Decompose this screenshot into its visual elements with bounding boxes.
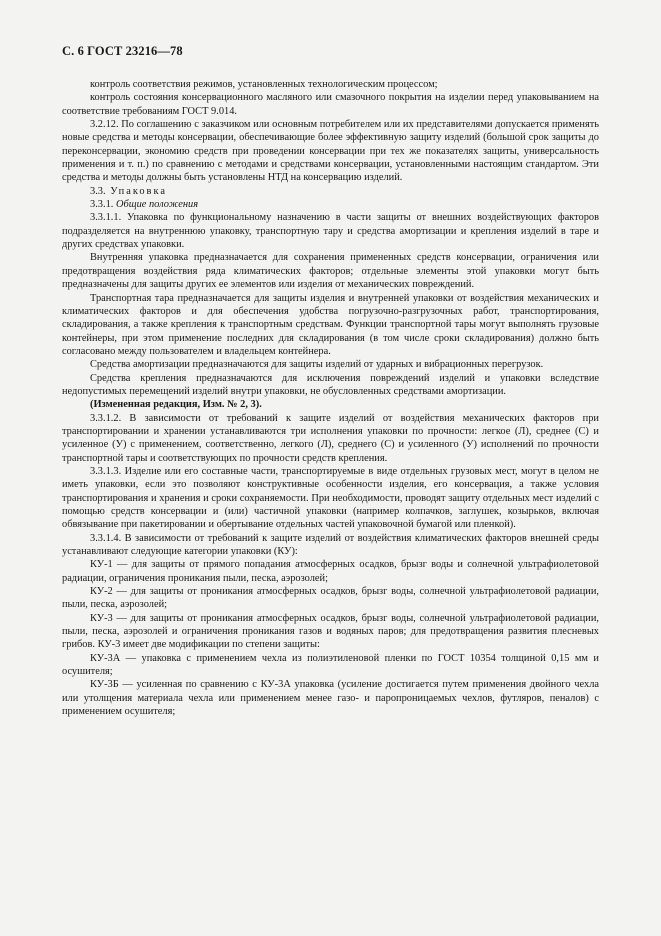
- paragraph: КУ-3Б — усиленная по сравнению с КУ-3А упаковка (усиление достигается путем применения двойного чехла или утолщения материала чехла или применением менее газо- и паропроницаемых чехлов, футляров, пеналов) с применением осушителя;: [62, 679, 599, 718]
- section-number: 3.3.: [90, 185, 106, 197]
- subsection-heading: [62, 198, 599, 211]
- paragraph: Транспортная тара предназначается для защиты изделия и внутренней упаковки от воздействия механических и климатических факторов и для обеспечения удобства погрузочно-разгрузочных работ, транспортирования, складирования, а также крепления к транспортным средствам. Функции транспортной тары могут выполнять грузовые контейнеры, при этом применение последних для складирования (в том числе сроки складирования) должно быть согласовано между пользователем и владельцем контейнера.: [62, 292, 599, 357]
- paragraph: 3.2.12. По соглашению с заказчиком или основным потребителем или их представителями допускается применять новые средства и методы консервации, обеспечивающие более эффективную защиту изделий (большой срок защиты до переконсервации, экономию средств при проведении консервации при тех же показателях защиты, универсальность применения и т. п.) по сравнению с методами и средствами консервации, установленными настоящим стандартом. Эти средства и методы должны быть установлены НТД на консервацию изделий.: [62, 119, 599, 184]
- paragraph: 3.3.1.2. В зависимости от требований к защите изделий от воздействия механических факторов при транспортировании и хранении устанавливаются три исполнения упаковки по прочности: легкое (Л), среднее (С) и усиленное (У) с применением, соответственно, легкого (Л), среднего (С) и усиленного (У) исполнений по прочности транспортной тары и соответствующих по прочности средств крепления.: [62, 412, 599, 464]
- paragraph: контроль соответствия режимов, установленных технологическим процессом;: [90, 79, 438, 90]
- amendment-note: (Измененная редакция, Изм. № 2, 3).: [90, 399, 262, 411]
- paragraph: контроль состояния консервационного масляного или смазочного покрытия на изделии перед упаковыванием на соответствие требованиям ГОСТ 9.014.: [62, 92, 599, 117]
- paragraph: 3.3.1.3. Изделие или его составные части, транспортируемые в виде отдельных грузовых мест, могут в целом не иметь упаковки, если это позволяют конструктивные особенности изделия, его консервация, а также условия транспортирования и хранения и сроки сохраняемости. При необходимости, проводят защиту отдельных мест изделий с помощью средств консервации и (или) частичной упаковки (например колпачков, заглушек, козырьков, включая обвязывание при пакетировании и обертывание отдельных частей упаковочной бумагой или пленкой).: [62, 465, 599, 531]
- section-heading: [62, 185, 599, 198]
- paragraph: КУ-3 — для защиты от проникания атмосферных осадков, брызг воды, солнечной ультрафиолетовой радиации, пыли, песка, аэрозолей и ограничения проникания газов и водяных паров; для предотвращения развития плесневых грибов. КУ-3 имеет две модификации по степени защиты:: [62, 612, 599, 651]
- paragraph: Средства крепления предназначаются для исключения повреждений изделий и упаковки вследствие недопустимых перемещений изделий внутри упаковки, не обусловленных средствами амортизации.: [62, 372, 599, 397]
- paragraph: 3.3.1.1. Упаковка по функциональному назначению в части защиты от внешних воздействующих факторов подразделяется на внутреннюю упаковку, транспортную тару и средства амортизации и крепления изделий в таре и других средствах упаковки.: [62, 212, 599, 251]
- paragraph: 3.3.1.4. В зависимости от требований к защите изделий от воздействия климатических факторов внешней среды устанавливают следующие категории упаковки (КУ):: [62, 532, 599, 558]
- page-header: С. 6 ГОСТ 23216—78: [62, 44, 183, 58]
- paragraph: КУ-3А — упаковка с применением чехла из полиэтиленовой пленки по ГОСТ 10354 толщиной 0,15 мм и осушителя;: [62, 652, 599, 678]
- paragraph: Внутренняя упаковка предназначается для сохранения примененных средств консервации, ограничения или предотвращения воздействия ряда климатических факторов; отдельные элементы этой упаковки могут быть предназначены для защиты других ее элементов или изделия от механических повреждений.: [62, 252, 599, 291]
- subsection-number: 3.3.1.: [90, 199, 114, 211]
- section-title: Упаковка: [110, 185, 167, 197]
- paragraph: КУ-1 — для защиты от прямого попадания атмосферных осадков, брызг воды и солнечной ультрафиолетовой радиации, ограничения проникания пыли, песка, аэрозолей;: [62, 559, 599, 584]
- paragraph: КУ-2 — для защиты от проникания атмосферных осадков, брызг воды, солнечной ультрафиолетовой радиации, пыли, песка, аэрозолей;: [62, 586, 599, 611]
- subsection-title: Общие положения: [116, 199, 199, 211]
- paragraph: Средства амортизации предназначаются для защиты изделий от ударных и вибрационных перегрузок.: [90, 359, 544, 371]
- document-body: [62, 78, 599, 719]
